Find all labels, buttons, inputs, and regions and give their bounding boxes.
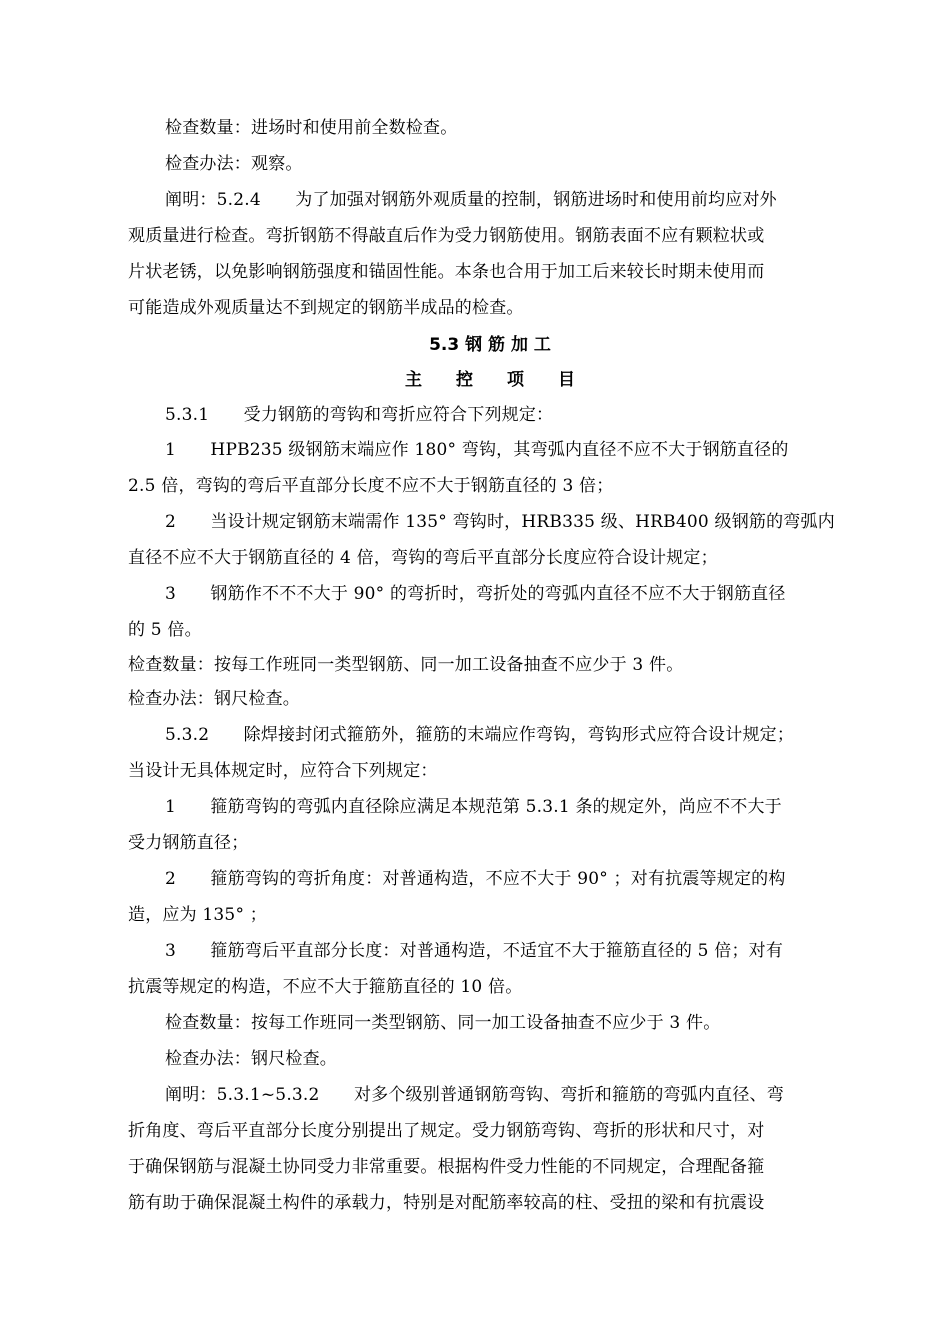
subsection-heading: 主 控 项 目 bbox=[405, 370, 575, 390]
paragraph-line: 受力钢筋直径； bbox=[128, 833, 249, 853]
section-heading: 5.3 钢 筋 加 工 bbox=[429, 335, 551, 355]
explanation-line: 阐明：5.3.1~5.3.2 对多个级别普通钢筋弯钩、弯折和箍筋的弯弧内直径、弯 bbox=[165, 1085, 784, 1105]
paragraph-line: 可能造成外观质量达不到规定的钢筋半成品的检查。 bbox=[128, 298, 524, 318]
inspection-quantity-line: 检查数量：按每工作班同一类型钢筋、同一加工设备抽查不应少于 3 件。 bbox=[165, 1013, 721, 1033]
inspection-quantity-line: 检查数量：进场时和使用前全数检查。 bbox=[165, 118, 458, 138]
paragraph-line: 折角度、弯后平直部分长度分别提出了规定。受力钢筋弯钩、弯折的形状和尺寸，对 bbox=[128, 1121, 765, 1141]
item-line: 3 箍筋弯后平直部分长度：对普通构造，不适宜不大于箍筋直径的 5 倍；对有 bbox=[165, 941, 784, 961]
item-line: 3 钢筋作不不不大于 90° 的弯折时，弯折处的弯弧内直径不应不大于钢筋直径 bbox=[165, 584, 786, 604]
paragraph-line: 直径不应不大于钢筋直径的 4 倍，弯钩的弯后平直部分长度应符合设计规定； bbox=[128, 548, 718, 568]
item-line: 2 箍筋弯钩的弯折角度：对普通构造，不应不大于 90° ；对有抗震等规定的构 bbox=[165, 869, 786, 889]
inspection-method-line: 检查办法：钢尺检查。 bbox=[128, 689, 300, 709]
explanation-line: 阐明：5.2.4 为了加强对钢筋外观质量的控制，钢筋进场时和使用前均应对外 bbox=[165, 190, 777, 210]
paragraph-line: 当设计无具体规定时，应符合下列规定： bbox=[128, 761, 438, 781]
item-line: 1 HPB235 级钢筋末端应作 180° 弯钩，其弯弧内直径不应不大于钢筋直径的 bbox=[165, 440, 789, 460]
paragraph-line: 筋有助于确保混凝土构件的承载力，特别是对配筋率较高的柱、受扭的梁和有抗震设 bbox=[128, 1193, 765, 1213]
inspection-method-line: 检查办法：钢尺检查。 bbox=[165, 1049, 337, 1069]
paragraph-line: 于确保钢筋与混凝土协同受力非常重要。根据构件受力性能的不同规定，合理配备箍 bbox=[128, 1157, 765, 1177]
paragraph-line: 抗震等规定的构造，不应不大于箍筋直径的 10 倍。 bbox=[128, 977, 523, 997]
paragraph-line: 2.5 倍，弯钩的弯后平直部分长度不应不大于钢筋直径的 3 倍； bbox=[128, 476, 614, 496]
clause-line: 5.3.1 受力钢筋的弯钩和弯折应符合下列规定： bbox=[165, 405, 554, 425]
inspection-quantity-line: 检查数量：按每工作班同一类型钢筋、同一加工设备抽查不应少于 3 件。 bbox=[128, 655, 684, 675]
paragraph-line: 观质量进行检查。弯折钢筋不得敲直后作为受力钢筋使用。钢筋表面不应有颗粒状或 bbox=[128, 226, 765, 246]
paragraph-line: 造，应为 135° ； bbox=[128, 905, 267, 925]
paragraph-line: 片状老锈，以免影响钢筋强度和锚固性能。本条也合用于加工后来较长时期未使用而 bbox=[128, 262, 765, 282]
paragraph-line: 的 5 倍。 bbox=[128, 620, 202, 640]
item-line: 1 箍筋弯钩的弯弧内直径除应满足本规范第 5.3.1 条的规定外，尚应不不大于 bbox=[165, 797, 782, 817]
clause-line: 5.3.2 除焊接封闭式箍筋外，箍筋的末端应作弯钩，弯钩形式应符合设计规定； bbox=[165, 725, 795, 745]
item-line: 2 当设计规定钢筋末端需作 135° 弯钩时，HRB335 级、HRB400 级钢筋的弯弧内 bbox=[165, 512, 835, 532]
inspection-method-line: 检查办法：观察。 bbox=[165, 154, 303, 174]
